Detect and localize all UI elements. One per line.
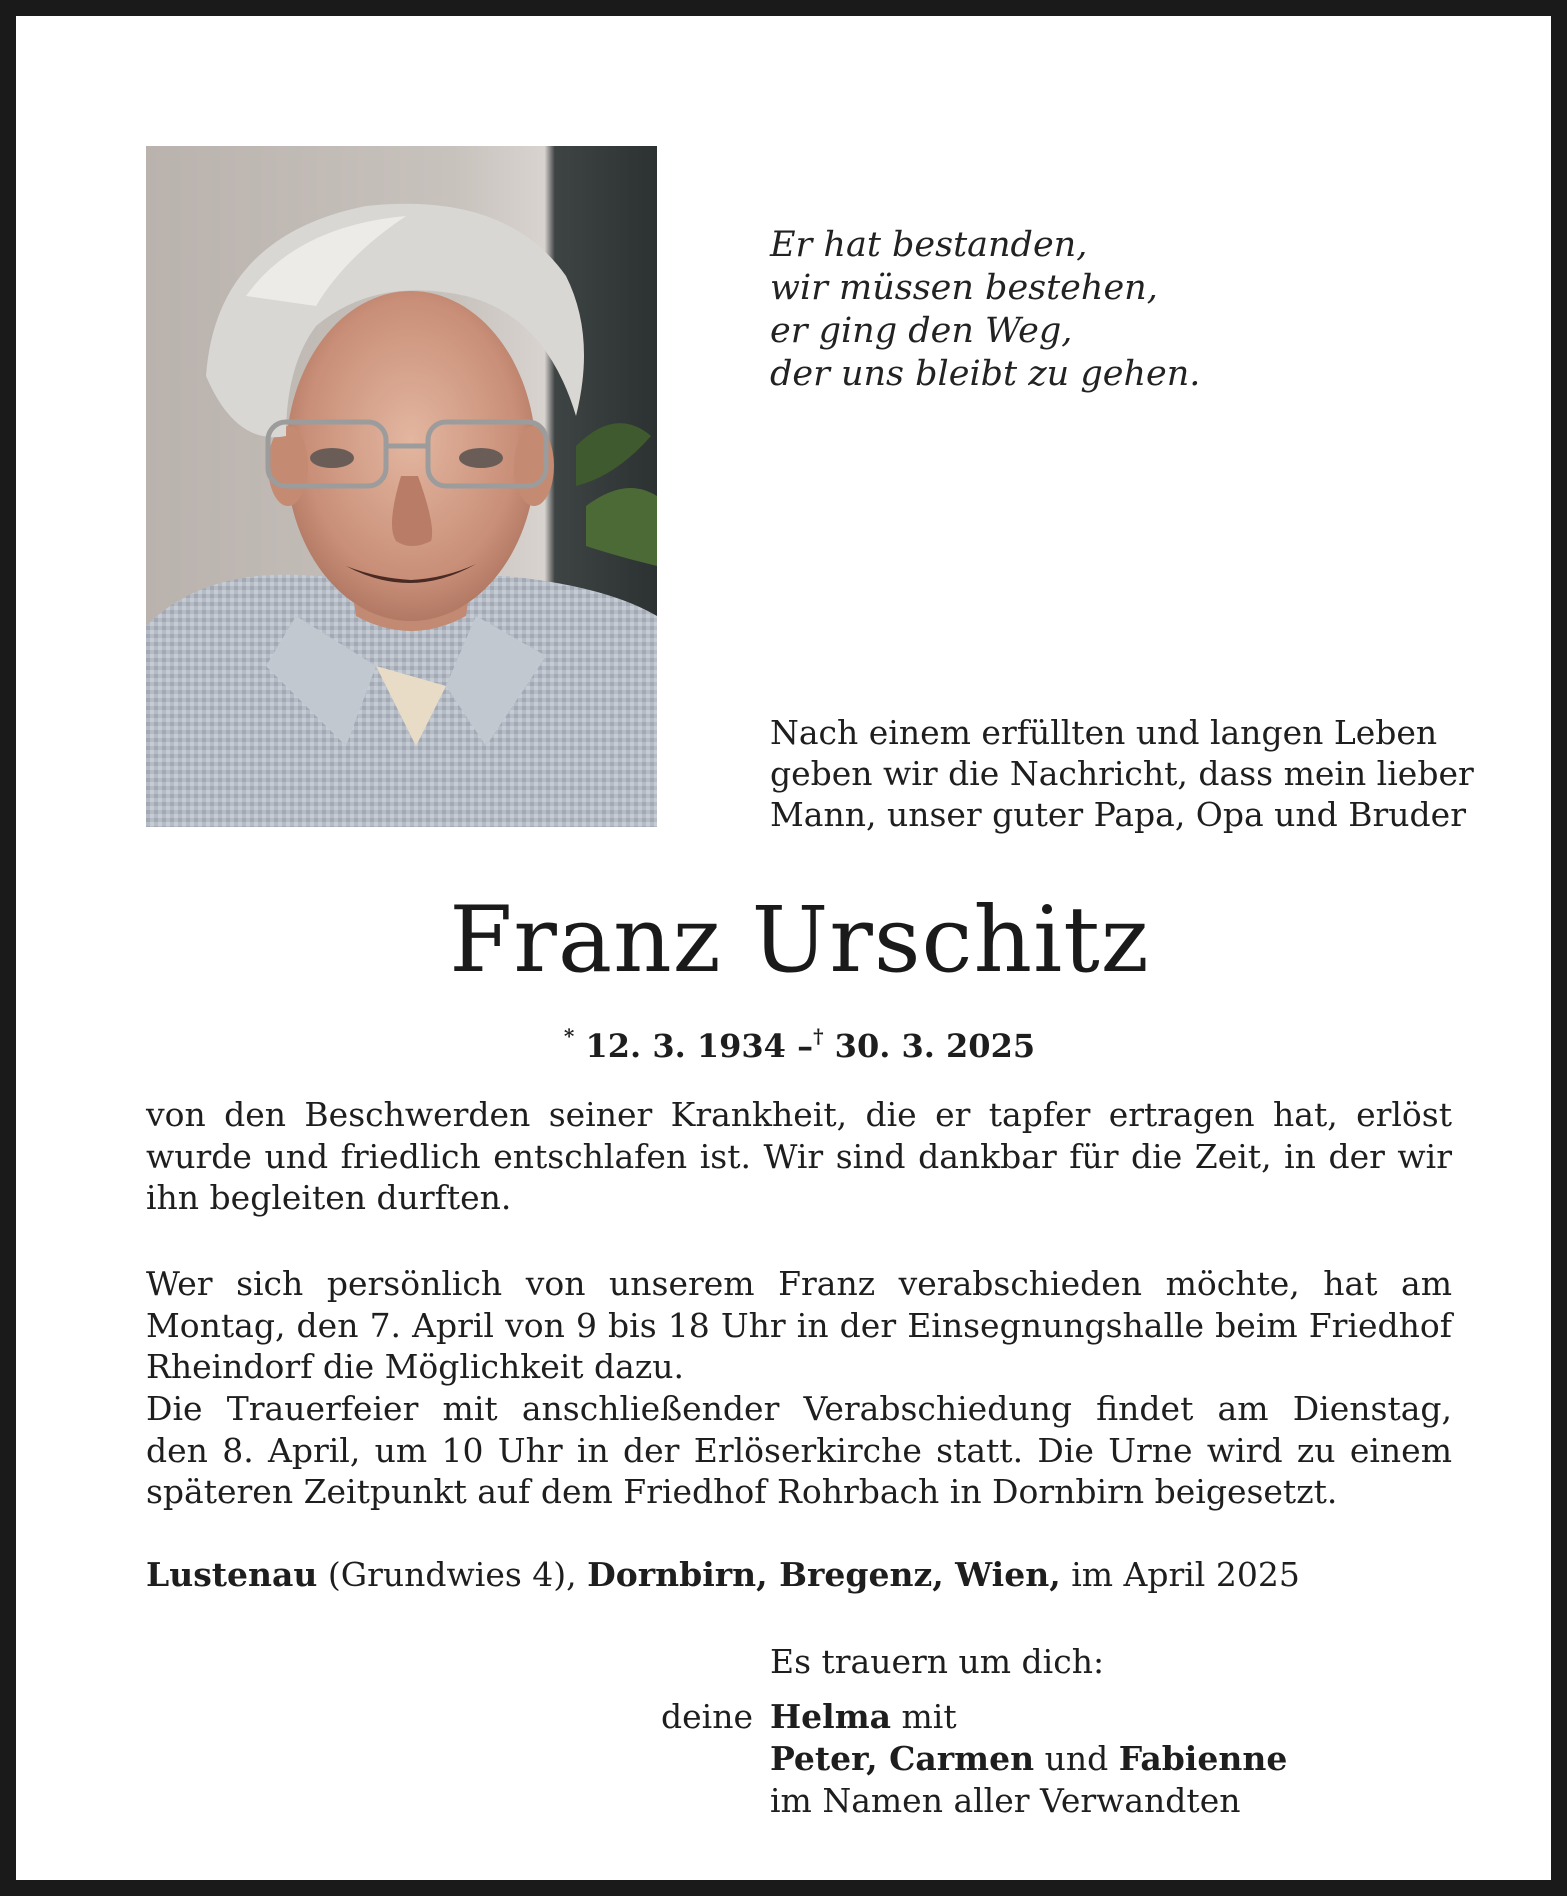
- birth-symbol: *: [563, 1024, 575, 1048]
- intro-line: Mann, unser guter Papa, Opa und Bruder: [770, 795, 1466, 834]
- paragraph-line: den 8. April, um 10 Uhr in der Erlöserkirche statt. Die Urne wird zu einem: [146, 1430, 1452, 1470]
- mourners-list: [770, 1696, 1287, 1822]
- paragraph-viewing: [146, 1263, 1452, 1388]
- place-others: Dornbirn, Bregenz, Wien,: [587, 1555, 1061, 1594]
- poem-line: Er hat bestanden,: [770, 225, 1088, 265]
- mourners-line: [770, 1696, 1287, 1738]
- poem-line: der uns bleibt zu gehen.: [770, 354, 1201, 394]
- mourners-und: und: [1044, 1739, 1109, 1778]
- paragraph-funeral: [146, 1388, 1452, 1513]
- portrait-image: [146, 146, 657, 827]
- paragraph-passing: [146, 1094, 1452, 1219]
- intro-line: Nach einem erfüllten und langen Leben: [770, 713, 1438, 752]
- birth-date: 12. 3. 1934: [585, 1027, 786, 1065]
- death-symbol: †: [813, 1024, 824, 1048]
- mourner-children-a: Peter, Carmen: [770, 1739, 1035, 1778]
- deceased-name: Franz Urschitz: [449, 888, 1150, 993]
- mourners-mit: mit: [901, 1697, 957, 1736]
- paragraph-line: von den Beschwerden seiner Krankheit, die er tapfer ertragen hat, erlöst: [146, 1095, 1452, 1134]
- place-address: (Grundwies 4),: [327, 1555, 577, 1594]
- place-date: im April 2025: [1071, 1555, 1300, 1594]
- place-town: Lustenau: [146, 1555, 318, 1594]
- paragraph-line: späteren Zeitpunkt auf dem Friedhof Rohrbach in Dornbirn beigesetzt.: [146, 1472, 1338, 1511]
- paragraph-line: Die Trauerfeier mit anschließender Verabschiedung findet am Dienstag,: [146, 1389, 1452, 1428]
- intro-text: [770, 712, 1474, 835]
- mourner-wife: Helma: [770, 1697, 892, 1736]
- poem-line: er ging den Weg,: [770, 311, 1073, 351]
- intro-line: geben wir die Nachricht, dass mein lieber: [770, 754, 1474, 793]
- mourners-heading: Es trauern um dich:: [770, 1642, 1105, 1681]
- paragraph-line: wurde und friedlich entschlafen ist. Wir sind dankbar für die Zeit, in der wir: [146, 1136, 1452, 1176]
- mourners-deine: deine: [661, 1697, 753, 1736]
- life-dates: [16, 1016, 1567, 1066]
- mourners-closing: im Namen aller Verwandten: [770, 1781, 1241, 1820]
- portrait-photo: [146, 146, 657, 827]
- paragraph-line: Wer sich persönlich von unserem Franz verabschieden möchte, hat am: [146, 1264, 1452, 1303]
- poem: [770, 224, 1200, 396]
- death-date: 30. 3. 2025: [834, 1027, 1036, 1065]
- mourners-line: [770, 1738, 1287, 1780]
- paragraph-line: ihn begleiten durften.: [146, 1178, 512, 1217]
- paragraph-line: Rheindorf die Möglichkeit dazu.: [146, 1347, 684, 1386]
- poem-line: wir müssen bestehen,: [770, 268, 1158, 308]
- place-and-date: [146, 1554, 1466, 1595]
- mourner-children-b: Fabienne: [1118, 1739, 1288, 1778]
- paragraph-line: Montag, den 7. April von 9 bis 18 Uhr in der Einsegnungshalle beim Friedhof: [146, 1305, 1452, 1345]
- date-separator: –: [797, 1027, 814, 1065]
